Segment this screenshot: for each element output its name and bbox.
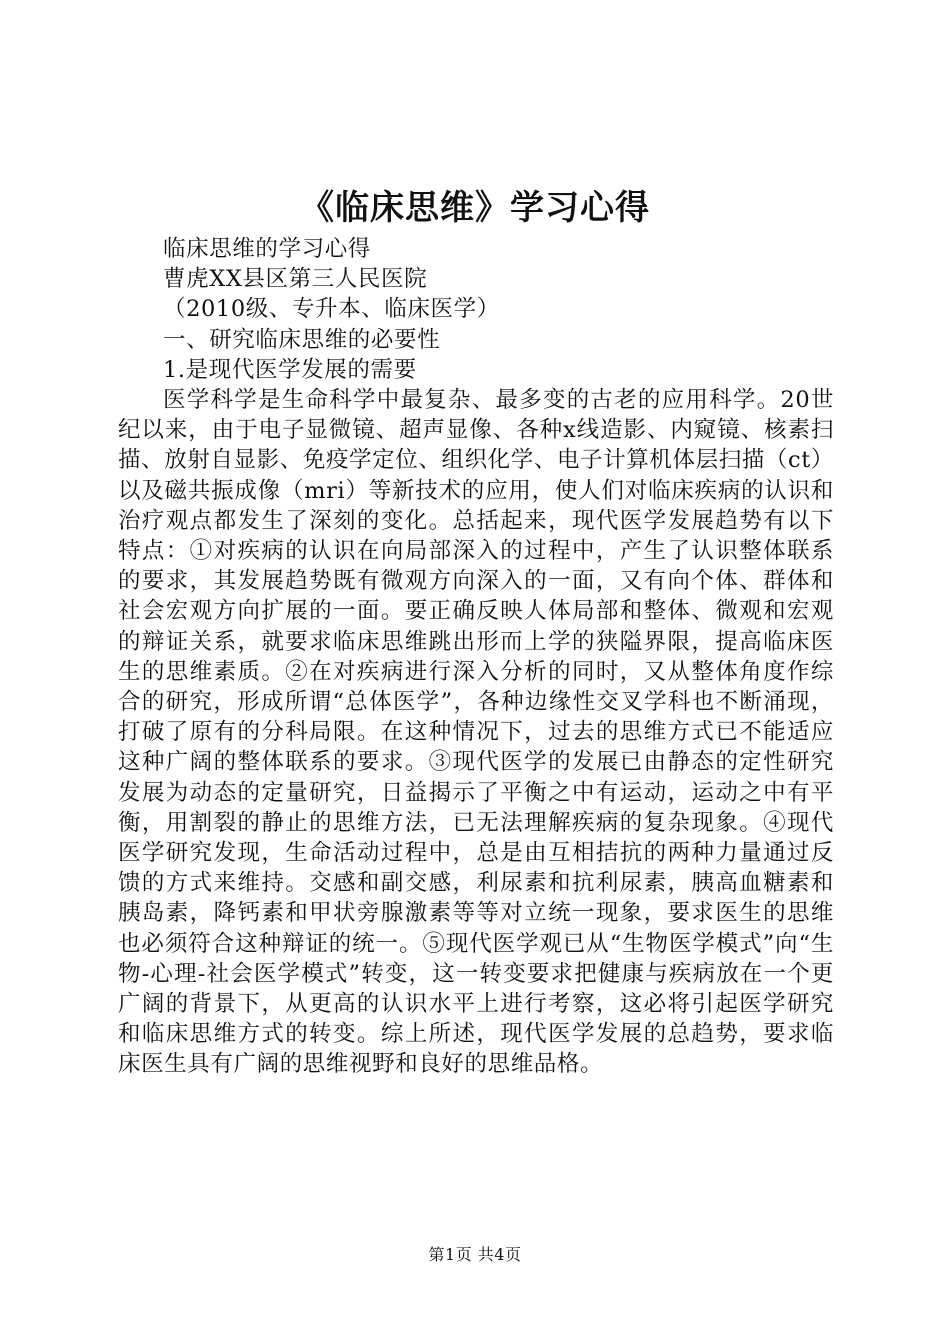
- paragraph-subtitle: 临床思维的学习心得: [163, 236, 371, 262]
- paragraph-class-info: （2010级、专升本、临床医学）: [163, 296, 500, 323]
- document-title: 《临床思维》学习心得: [300, 188, 650, 228]
- section-heading: 一、研究临床思维的必要性: [163, 326, 441, 353]
- document-body: [118, 234, 834, 1080]
- paragraph-author: 曹虎XX县区第三人民医院: [163, 266, 428, 293]
- paragraph-body: 医学科学是生命科学中最复杂、最多变的古老的应用科学。20世纪以来，由于电子显微镜、超声显像、各种x线造影、内窥镜、核素扫描、放射自显影、免疫学定位、组织化学、电子计算机体层扫描（ct）以及磁共振成像（mri）等新技术的应用，使人们对临床疾病的认识和治疗观点都发生了深刻的变化。总括起来，现代医学发展趋势有以下特点：①对疾病的认识在向局部深入的过程中，产生了认识整体联系的要求，其发展趋势既有微观方向深入的一面，又有向个体、群体和社会宏观方向扩展的一面。要正确反映人体局部和整体、微观和宏观的辩证关系，就要求临床思维跳出形而上学的狭隘界限，提高临床医生的思维素质。②在对疾病进行深入分析的同时，又从整体角度作综合的研究，形成所谓“总体医学”，各种边缘性交叉学科也不断涌现，打破了原有的分科局限。在这种情况下，过去的思维方式已不能适应这种广阔的整体联系的要求。③现代医学的发展已由静态的定性研究发展为动态的定量研究，日益揭示了平衡之中有运动，运动之中有平衡，用割裂的静止的思维方法，已无法理解疾病的复杂现象。④现代医学研究发现，生命活动过程中，总是由互相拮抗的两种力量通过反馈的方式来维持。交感和副交感，利尿素和抗利尿素，胰高血糖素和胰岛素，降钙素和甲状旁腺激素等等对立统一现象，要求医生的思维也必须符合这种辩证的统一。⑤现代医学观已从“生物医学模式”向“生物-心理-社会医学模式”转变，这一转变要求把健康与疾病放在一个更广阔的背景下，从更高的认识水平上进行考察，这必将引起医学研究和临床思维方式的转变。综上所述，现代医学发展的总趋势，要求临床医生具有广阔的思维视野和良好的思维品格。: [118, 387, 834, 1078]
- page-footer: 第1页 共4页: [428, 1245, 522, 1264]
- subsection-heading: 1.是现代医学发展的需要: [163, 356, 417, 383]
